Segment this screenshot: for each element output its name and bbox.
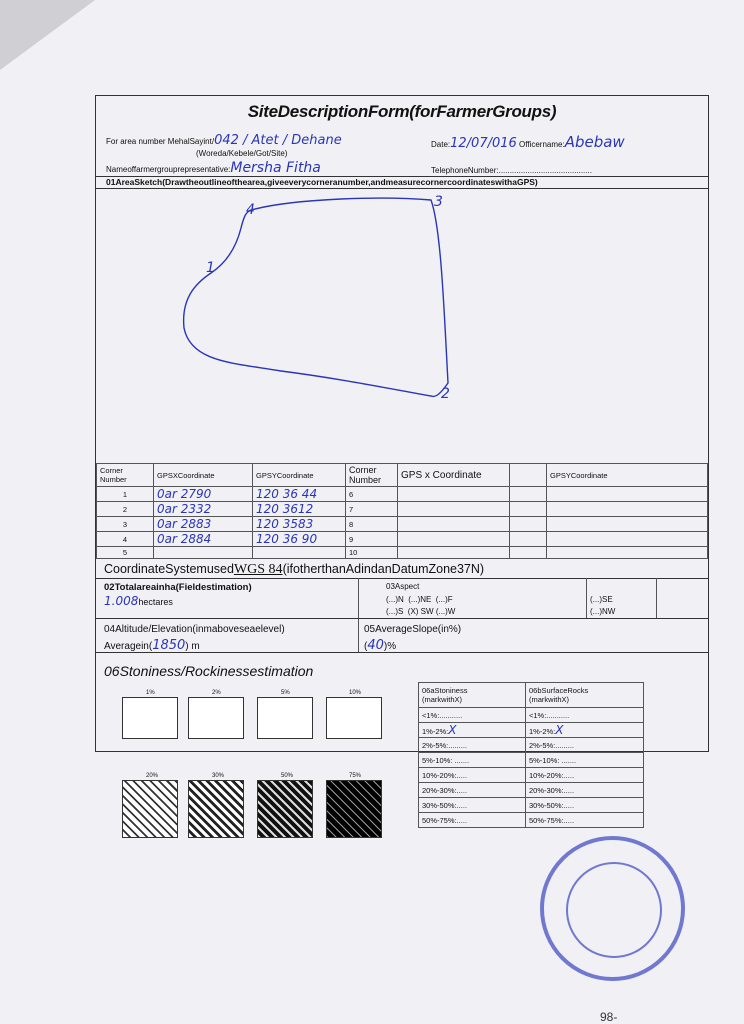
altitude-label: 04Altitude/Elevation(inmaboveseaelevel) xyxy=(104,624,285,635)
density-1 xyxy=(122,697,178,739)
folded-corner xyxy=(0,0,95,70)
col-corner: Corner Number xyxy=(97,464,154,487)
aspect-label: 03Aspect xyxy=(386,582,420,591)
col-corner-2: Corner Number xyxy=(346,464,398,487)
table-row: 5%-10%: ....... 5%-10%: ....... xyxy=(419,753,644,768)
table-row: 3 0ar 2883 120 3583 8 xyxy=(97,517,708,532)
aspect-options-2: (...)S (X) SW (...)W xyxy=(386,607,456,616)
col-gpsy-2: GPSYCoordinate xyxy=(547,464,708,487)
area-number-line: For area number MehalSayint/042 / Atet / Dehane xyxy=(106,133,342,148)
density-20 xyxy=(122,780,178,838)
official-stamp xyxy=(540,836,685,981)
table-row: 5 10 xyxy=(97,547,708,559)
representative-value: Mersha Fitha xyxy=(230,160,321,176)
corner-label-2: 2 xyxy=(441,386,450,402)
slope-line: (40)% xyxy=(364,638,397,653)
stoniness-table: 06aStoniness (markwithX) 06bSurfaceRocks (markwithX) <1%:........... <1%:........... 1%-2%:X 1%-2%:X 2%-5%:......... 2%-5%:......... 5%-10%: ....... 5%-10%: ....... 10%-20%:..... 10%-20%:..... 20%-30%:..... 20%-30%:..... 30%-50%:..... 30%-50%:..... 50%-75%:..... 50%-75%:..... xyxy=(418,682,644,828)
date-value: 12/07/016 xyxy=(450,136,517,151)
corner-label-4: 4 xyxy=(246,202,255,218)
officer-value: Abebaw xyxy=(564,133,625,151)
divider xyxy=(586,578,587,618)
woreda-note: (Woreda/Kebele/Got/Site) xyxy=(196,149,288,158)
datum-line: CoordinateSystemusedWGS 84(ifotherthanAdindanDatumZone37N) xyxy=(104,562,485,577)
density-10 xyxy=(326,697,382,739)
table-row: 4 0ar 2884 120 36 90 9 xyxy=(97,532,708,547)
density-2 xyxy=(188,697,244,739)
total-area-label: 02Totalareainha(Fieldestimation) xyxy=(104,582,252,593)
density-30 xyxy=(188,780,244,838)
total-area-line: 1.008hectares xyxy=(104,594,173,608)
rocks-mark: X xyxy=(555,723,564,737)
slope-value: 40 xyxy=(367,638,384,653)
date-line: Date:12/07/016 Officername:Abebaw xyxy=(431,133,625,151)
corner-label-1: 1 xyxy=(206,260,215,276)
scanned-page: SiteDescriptionForm(forFarmerGroups) For area number MehalSayint/042 / Atet / Dehane Date:12/07/016 Officername:Abebaw (Woreda/Kebele/Got/Site) Nameoffarmergrouprepresentative:Mersha Fitha TelephoneNumber:.......................................... 01AreaSketch(Drawtheoutlineofthearea,giveeverycorneranumber,andmeasurecornercoordinateswithaGPS) 1 4 3 2 Corner Number GPSXCoordinate GPSYCoordinate Corner Number GPS x Coordinate GPSYCoordinate 1 0ar 2790 120 36 44 6 2 0ar 2332 120 3612 7 3 0ar 2883 120 3583 8 4 0ar 2884 120 36 90 9 5 10 CoordinateSystemusedWGS 84(ifotherthanAdindanDatumZone37N) 02Totalareainha(Fieldestimation) 1.008hectares 03Aspect (...)N (...)NE (...)F (...)S (X) SW (...)W (...)SE (...)NW 04Altitude/Elevation(inmaboveseaelevel) Averagein(1850) m 05AverageSlope(in%) (40)% 06Stoniness/Rockinessestimation 1% 2% 5% 10% 20% 30% 50% 75% 06aStoniness (markwithX) 06bSurfaceRocks (markwithX) <1%:........... <1%:........... 1%-2%:X 1%-2%:X 2%-5%:......... 2%-5%:......... 5%-10%: ....... 5%-10%: ....... 10%-20%:..... 10%-20%:..... 20%-30%:..... 20%-30%:..... 30%-50%:..... 30%-50%:..... 50%-75%:..... 50%-75%:..... 98- xyxy=(0,0,744,1024)
table-row: <1%:........... <1%:........... xyxy=(419,708,644,723)
table-row: 20%-30%:..... 20%-30%:..... xyxy=(419,783,644,798)
density-5 xyxy=(257,697,313,739)
density-50 xyxy=(257,780,313,838)
aspect-se: (...)SE xyxy=(590,595,613,604)
area-outline xyxy=(184,198,448,396)
coordinates-table xyxy=(96,463,708,559)
table-row: 2%-5%:......... 2%-5%:......... xyxy=(419,738,644,753)
table-row: 1 0ar 2790 120 36 44 6 xyxy=(97,487,708,502)
density-75 xyxy=(326,780,382,838)
divider xyxy=(96,652,708,653)
area-number-value: 042 / Atet / Dehane xyxy=(214,133,342,148)
corner-label-3: 3 xyxy=(434,194,443,210)
sketch-header: 01AreaSketch(Drawtheoutlineofthearea,giveeverycorneranumber,andmeasurecornercoordinateswithaGPS) xyxy=(106,177,538,187)
altitude-line: Averagein(1850) m xyxy=(104,638,200,653)
altitude-value: 1850 xyxy=(152,638,186,653)
aspect-nw: (...)NW xyxy=(590,607,616,616)
table-row: 2 0ar 2332 120 3612 7 xyxy=(97,502,708,517)
divider xyxy=(96,578,708,579)
representative-line: Nameoffarmergrouprepresentative:Mersha Fitha xyxy=(106,160,321,176)
total-area-value: 1.008 xyxy=(104,594,139,608)
divider xyxy=(358,578,359,652)
stoniness-title: 06Stoniness/Rockinessestimation xyxy=(104,663,314,679)
form-title: SiteDescriptionForm(forFarmerGroups) xyxy=(247,102,557,121)
table-row: 30%-50%:..... 30%-50%:..... xyxy=(419,798,644,813)
col-gpsx: GPSXCoordinate xyxy=(154,464,253,487)
spacer-cell xyxy=(510,464,547,487)
stoniness-mark: X xyxy=(448,723,457,737)
divider xyxy=(96,618,708,619)
aspect-options-1: (...)N (...)NE (...)F xyxy=(386,595,453,604)
telephone-line: TelephoneNumber:.......................................... xyxy=(431,166,592,175)
divider xyxy=(656,578,657,618)
site-description-form xyxy=(95,95,709,752)
area-sketch xyxy=(96,188,708,463)
col-gpsy: GPSYCoordinate xyxy=(253,464,346,487)
col-gpsx-2: GPS x Coordinate xyxy=(398,464,510,487)
page-number: 98- xyxy=(600,1010,618,1024)
table-row: 10%-20%:..... 10%-20%:..... xyxy=(419,768,644,783)
slope-label: 05AverageSlope(in%) xyxy=(364,624,462,635)
table-row: 1%-2%:X 1%-2%:X xyxy=(419,723,644,738)
table-row: 50%-75%:..... 50%-75%:..... xyxy=(419,813,644,828)
